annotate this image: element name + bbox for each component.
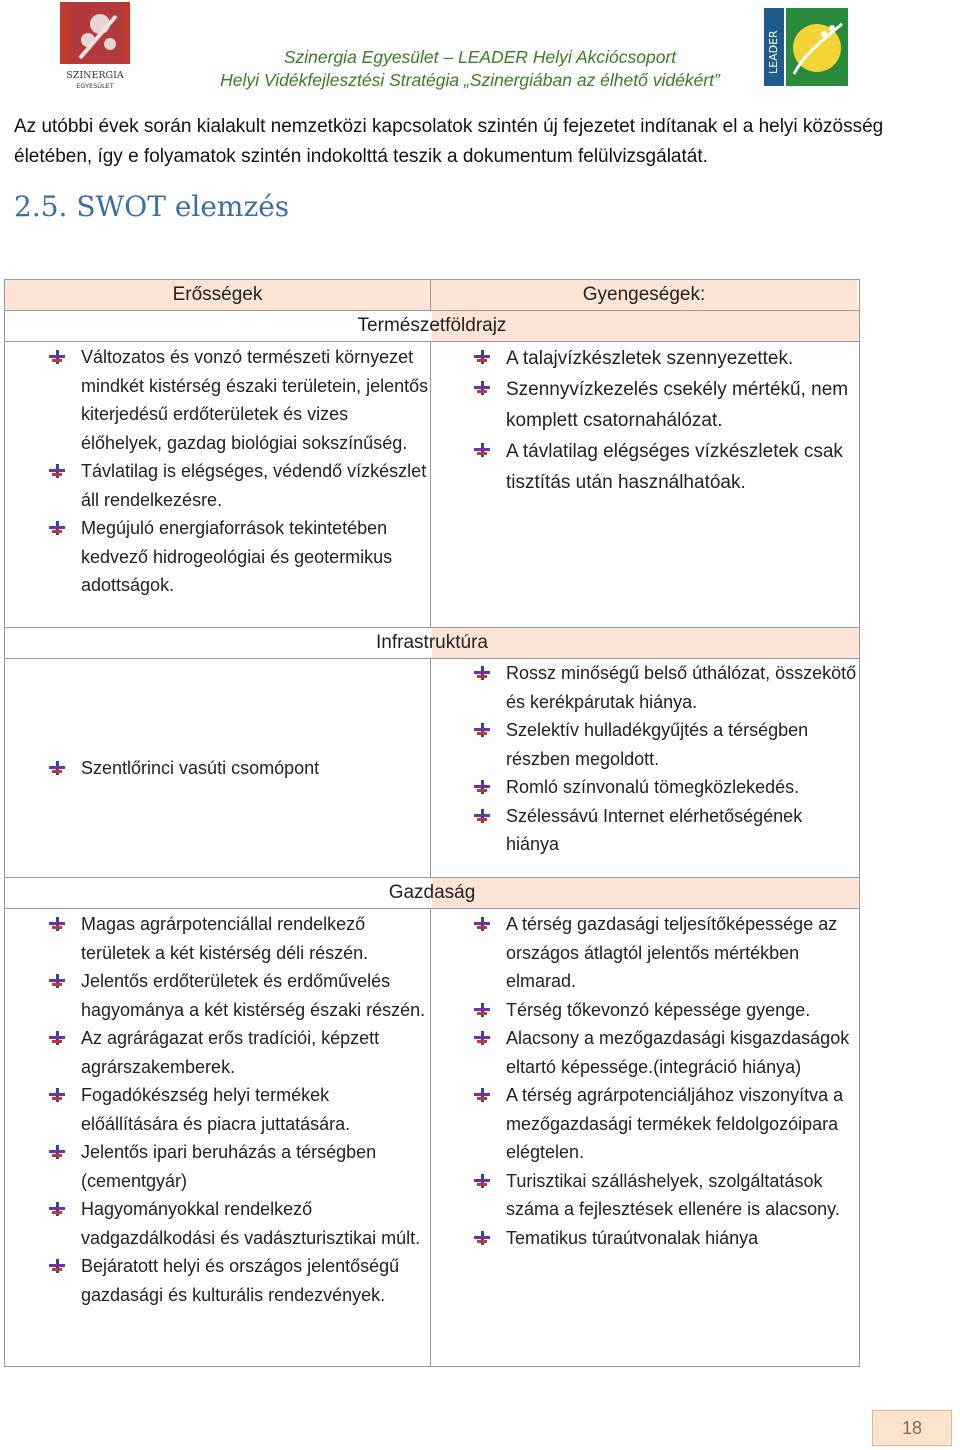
list-item: A térség agrárpotenciáljához viszonyítva a mezőgazdasági termékek feldolgozóipara elégtelen. — [431, 1081, 857, 1167]
bullet-icon — [49, 350, 65, 364]
bullet-icon — [474, 443, 490, 457]
bullet-icon — [474, 917, 490, 931]
list-item: Szelektív hulladékgyűjtés a térségben részben megoldott. — [431, 716, 857, 773]
weaknesses-header: Gyengeségek: — [431, 280, 857, 310]
section-title-infrastruktura: Infrastruktúra — [376, 632, 488, 653]
list-item: Térség tőkevonzó képessége gyenge. — [431, 996, 857, 1025]
header-line-2: Helyi Vidékfejlesztési Stratégia „Szinergiában az élhető vidékért” — [220, 70, 720, 90]
bullet-icon — [49, 974, 65, 988]
svg-text:LEADER: LEADER — [767, 30, 780, 74]
list-item: A talajvízkészletek szennyezettek. — [431, 343, 857, 374]
bullet-icon — [49, 1088, 65, 1102]
list-item: A távlatilag elégséges vízkészletek csak tisztítás után használhatóak. — [431, 436, 857, 498]
intro-paragraph: Az utóbbi évek során kialakult nemzetközi kapcsolatok szintén új fejezetet indítanak el a helyi közösség életében, így e folyamatok szintén indokolttá teszik a dokumentum felülvizsgálatát. — [14, 116, 884, 167]
bullet-icon — [474, 723, 490, 737]
section-title-termeszetfoldrajz: Természetföldrajz — [357, 315, 507, 336]
list-item: Jelentős ipari beruházás a térségben (cementgyár) — [5, 1138, 430, 1195]
swot-table — [4, 279, 860, 1367]
bullet-icon — [49, 1031, 65, 1045]
bullet-icon — [49, 464, 65, 478]
table-header-row — [5, 280, 859, 311]
section-title-row — [5, 878, 859, 909]
list-item: Rossz minőségű belső úthálózat, összekötő és kerékpárutak hiánya. — [431, 659, 857, 716]
list-item: Hagyományokkal rendelkező vadgazdálkodási és vadászturisztikai múlt. — [5, 1195, 430, 1252]
list-item: Szentlőrinci vasúti csomópont — [5, 754, 430, 783]
list-item: Változatos és vonzó természeti környezet mindkét kistérség északi területein, jelentős kiterjedésű erdőterületek és vizes élőhelyek, gazdag biológiai sokszínűség. — [5, 343, 430, 457]
logo-lettering: SZINERGIA — [66, 70, 124, 81]
header-line-1: Szinergia Egyesület – LEADER Helyi Akciócsoport — [283, 47, 677, 67]
section-title-row — [5, 311, 859, 342]
strengths-header: Erősségek — [5, 280, 431, 310]
strengths-cell — [5, 342, 431, 627]
list-item: Az agrárágazat erős tradíciói, képzett agrárszakemberek. — [5, 1024, 430, 1081]
bullet-icon — [474, 1231, 490, 1245]
section-body-row — [5, 342, 859, 628]
bullet-icon — [49, 917, 65, 931]
weaknesses-cell — [431, 342, 857, 627]
list-item: A térség gazdasági teljesítőképessége az országos átlagtól jelentős mértékben elmarad. — [431, 910, 857, 996]
weaknesses-cell — [431, 909, 857, 1366]
bullet-icon — [474, 350, 490, 364]
bullet-icon — [474, 666, 490, 680]
bullet-icon — [474, 1174, 490, 1188]
list-item: Romló színvonalú tömegközlekedés. — [431, 773, 857, 802]
bullet-icon — [49, 761, 65, 775]
list-item: Szennyvízkezelés csekély mértékű, nem komplett csatornahálózat. — [431, 374, 857, 436]
list-item: Magas agrárpotenciállal rendelkező területek a két kistérség déli részén. — [5, 910, 430, 967]
bullet-icon — [474, 381, 490, 395]
bullet-icon — [49, 1145, 65, 1159]
page-number: 18 — [872, 1410, 952, 1446]
bullet-icon — [474, 809, 490, 823]
list-item: Jelentős erdőterületek és erdőművelés hagyománya a két kistérség északi részén. — [5, 967, 430, 1024]
bullet-icon — [49, 1202, 65, 1216]
section-body-row — [5, 909, 859, 1366]
section-body-row — [5, 659, 859, 878]
bullet-icon — [49, 1259, 65, 1273]
section-title-row — [5, 628, 859, 659]
section-heading: 2.5. SWOT elemzés — [14, 190, 290, 223]
svg-text:EGYESÜLET: EGYESÜLET — [76, 82, 114, 90]
list-item: Alacsony a mezőgazdasági kisgazdaságok eltartó képessége.(integráció hiánya) — [431, 1024, 857, 1081]
list-item: Megújuló energiaforrások tekintetében kedvező hidrogeológiai és geotermikus adottságok. — [5, 514, 430, 600]
section-title-gazdasag: Gazdaság — [388, 882, 476, 903]
strengths-cell — [5, 909, 431, 1366]
bullet-icon — [474, 1003, 490, 1017]
list-item: Fogadókészség helyi termékek előállítására és piacra juttatására. — [5, 1081, 430, 1138]
bullet-icon — [474, 1088, 490, 1102]
bullet-icon — [474, 1031, 490, 1045]
bullet-icon — [49, 521, 65, 535]
list-item: Tematikus túraútvonalak hiánya — [431, 1224, 857, 1253]
weaknesses-cell — [431, 659, 857, 877]
bullet-icon — [474, 780, 490, 794]
strengths-cell — [5, 659, 431, 877]
list-item: Turisztikai szálláshelyek, szolgáltatások száma a fejlesztések ellenére is alacsony. — [431, 1167, 857, 1224]
list-item: Távlatilag is elégséges, védendő vízkészlet áll rendelkezésre. — [5, 457, 430, 514]
list-item: Szélessávú Internet elérhetőségének hiánya — [431, 802, 857, 859]
list-item: Bejáratott helyi és országos jelentőségű gazdasági és kulturális rendezvények. — [5, 1252, 430, 1309]
